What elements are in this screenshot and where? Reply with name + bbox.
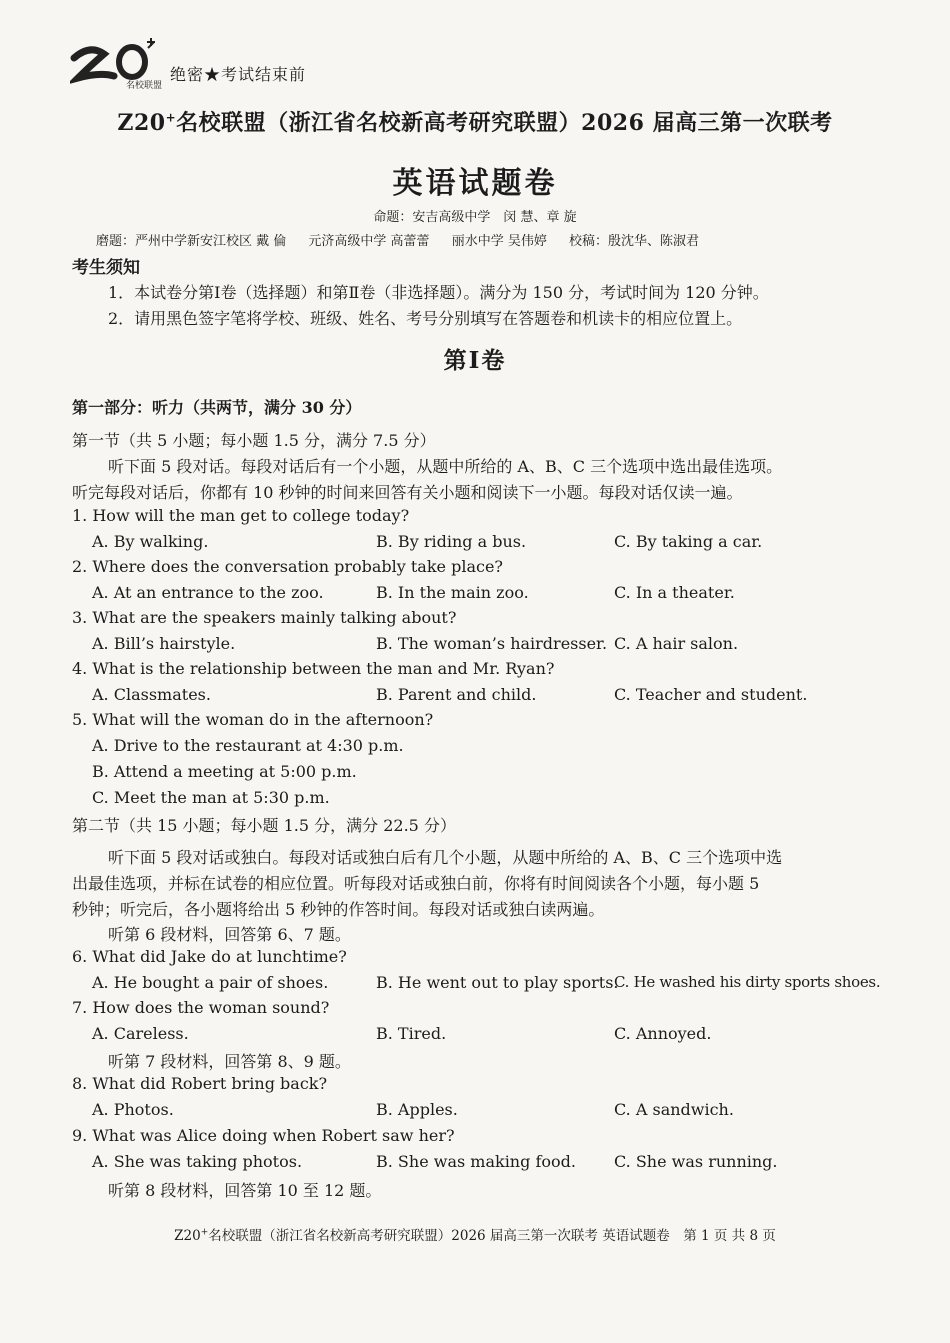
question-stem: 3. What are the speakers mainly talking about?	[72, 608, 457, 627]
section-instructions: 听完每段对话后，你都有 10 秒钟的时间来回答有关小题和阅读下一小题。每段对话仅读一遍。	[72, 483, 743, 502]
option-b: B. The woman’s hairdresser.	[376, 634, 608, 653]
question-stem: 9. What was Alice doing when Robert saw her?	[72, 1126, 455, 1145]
option-c: C. Meet the man at 5:30 p.m.	[92, 788, 330, 807]
notice-item-2: 2．请用黑色签字笔将学校、班级、姓名、考号分别填写在答题卷和机读卡的相应位置上。	[108, 309, 743, 328]
option-b: B. Parent and child.	[376, 685, 537, 704]
option-b: B. He went out to play sports.	[376, 973, 619, 992]
section-instructions: 听下面 5 段对话或独白。每段对话或独白后有几个小题，从题中所给的 A、B、C 三个选项中选	[108, 848, 783, 867]
reviewer-1: 磨题：严州中学新安江校区 戴 倫	[96, 234, 287, 249]
confidential-label: 绝密★考试结束前	[170, 65, 307, 84]
option-a: A. Bill’s hairstyle.	[92, 634, 236, 653]
option-b: B. Tired.	[376, 1024, 447, 1043]
exam-title-prefix: Z20	[117, 110, 166, 136]
reviewers-line	[96, 230, 717, 249]
section-instructions: 秒钟；听完后，各小题将给出 5 秒钟的作答时间。每段对话或独白读两遍。	[72, 900, 605, 919]
exam-title-rest: 名校联盟（浙江省名校新高考研究联盟）2026 届高三第一次联考	[176, 110, 833, 136]
option-a: A. Drive to the restaurant at 4:30 p.m.	[92, 736, 404, 755]
option-c: C. Annoyed.	[614, 1024, 712, 1043]
logo-text: 名校联盟	[126, 81, 163, 90]
option-c: C. Teacher and student.	[614, 685, 808, 704]
option-c: C. He washed his dirty sports shoes.	[614, 973, 881, 991]
question-stem: 5. What will the woman do in the afternoon?	[72, 710, 434, 729]
option-a: A. She was taking photos.	[92, 1152, 303, 1171]
question-stem: 1. How will the man get to college today?	[72, 506, 410, 525]
section-title: 第二节（共 15 小题；每小题 1.5 分，满分 22.5 分）	[72, 816, 456, 835]
question-stem: 2. Where does the conversation probably take place?	[72, 557, 503, 576]
section-title: 第一节（共 5 小题；每小题 1.5 分，满分 7.5 分）	[72, 431, 436, 450]
part-title: 第一部分：听力（共两节，满分 30 分）	[72, 398, 362, 417]
section-instructions: 出最佳选项，并标在试卷的相应位置。听每段对话或独白前，你将有时间阅读各个小题，每小题 5	[72, 874, 760, 893]
option-a: A. At an entrance to the zoo.	[92, 583, 324, 602]
exam-title-sup: +	[165, 110, 177, 125]
exam-title	[0, 106, 950, 137]
material-instruction: 听第 6 段材料，回答第 6、7 题。	[108, 925, 351, 944]
section-instructions: 听下面 5 段对话。每段对话后有一个小题，从题中所给的 A、B、C 三个选项中选出最佳选项。	[108, 457, 783, 476]
reviewer-2: 元济高级中学 高蕾蕾	[308, 234, 430, 249]
material-instruction: 听第 8 段材料，回答第 10 至 12 题。	[108, 1181, 382, 1200]
option-b: B. By riding a bus.	[376, 532, 527, 551]
question-stem: 4. What is the relationship between the man and Mr. Ryan?	[72, 659, 555, 678]
option-c: C. A sandwich.	[614, 1100, 734, 1119]
question-stem: 7. How does the woman sound?	[72, 998, 330, 1017]
option-a: A. Photos.	[92, 1100, 174, 1119]
footer-prefix: Z20	[174, 1228, 201, 1244]
reviewer-3: 丽水中学 吴伟婷	[451, 234, 547, 249]
question-stem: 8. What did Robert bring back?	[72, 1074, 328, 1093]
question-stem: 6. What did Jake do at lunchtime?	[72, 947, 347, 966]
option-a: A. By walking.	[92, 532, 209, 551]
option-c: C. She was running.	[614, 1152, 778, 1171]
volume-title: 第Ⅰ卷	[443, 347, 507, 374]
option-a: A. Careless.	[92, 1024, 189, 1043]
option-a: A. He bought a pair of shoes.	[92, 973, 329, 992]
footer-text: 名校联盟（浙江省名校新高考研究联盟）2026 届高三第一次联考 英语试题卷 第 1 页 共 8 页	[208, 1228, 776, 1244]
notice-title: 考生须知	[72, 258, 140, 278]
proofreaders: 校稿：殷沈华、陈淑君	[568, 234, 699, 249]
option-b: B. In the main zoo.	[376, 583, 529, 602]
option-c: C. In a theater.	[614, 583, 735, 602]
material-instruction: 听第 7 段材料，回答第 8、9 题。	[108, 1052, 351, 1071]
z20-logo-icon	[70, 38, 170, 90]
notice-item-1: 1．本试卷分第Ⅰ卷（选择题）和第Ⅱ卷（非选择题）。满分为 150 分，考试时间为 120 分钟。	[108, 283, 769, 302]
subject-title: 英语试题卷	[392, 166, 558, 201]
option-b: B. Apples.	[376, 1100, 458, 1119]
option-b: B. She was making food.	[376, 1152, 576, 1171]
option-c: C. A hair salon.	[614, 634, 739, 653]
footer-sup: +	[200, 1227, 209, 1238]
option-c: C. By taking a car.	[614, 532, 763, 551]
option-b: B. Attend a meeting at 5:00 p.m.	[92, 762, 357, 781]
setters-line: 命题：安吉高级中学 闵 慧、章 旋	[373, 210, 577, 225]
option-a: A. Classmates.	[92, 685, 211, 704]
page-footer	[0, 1224, 950, 1244]
